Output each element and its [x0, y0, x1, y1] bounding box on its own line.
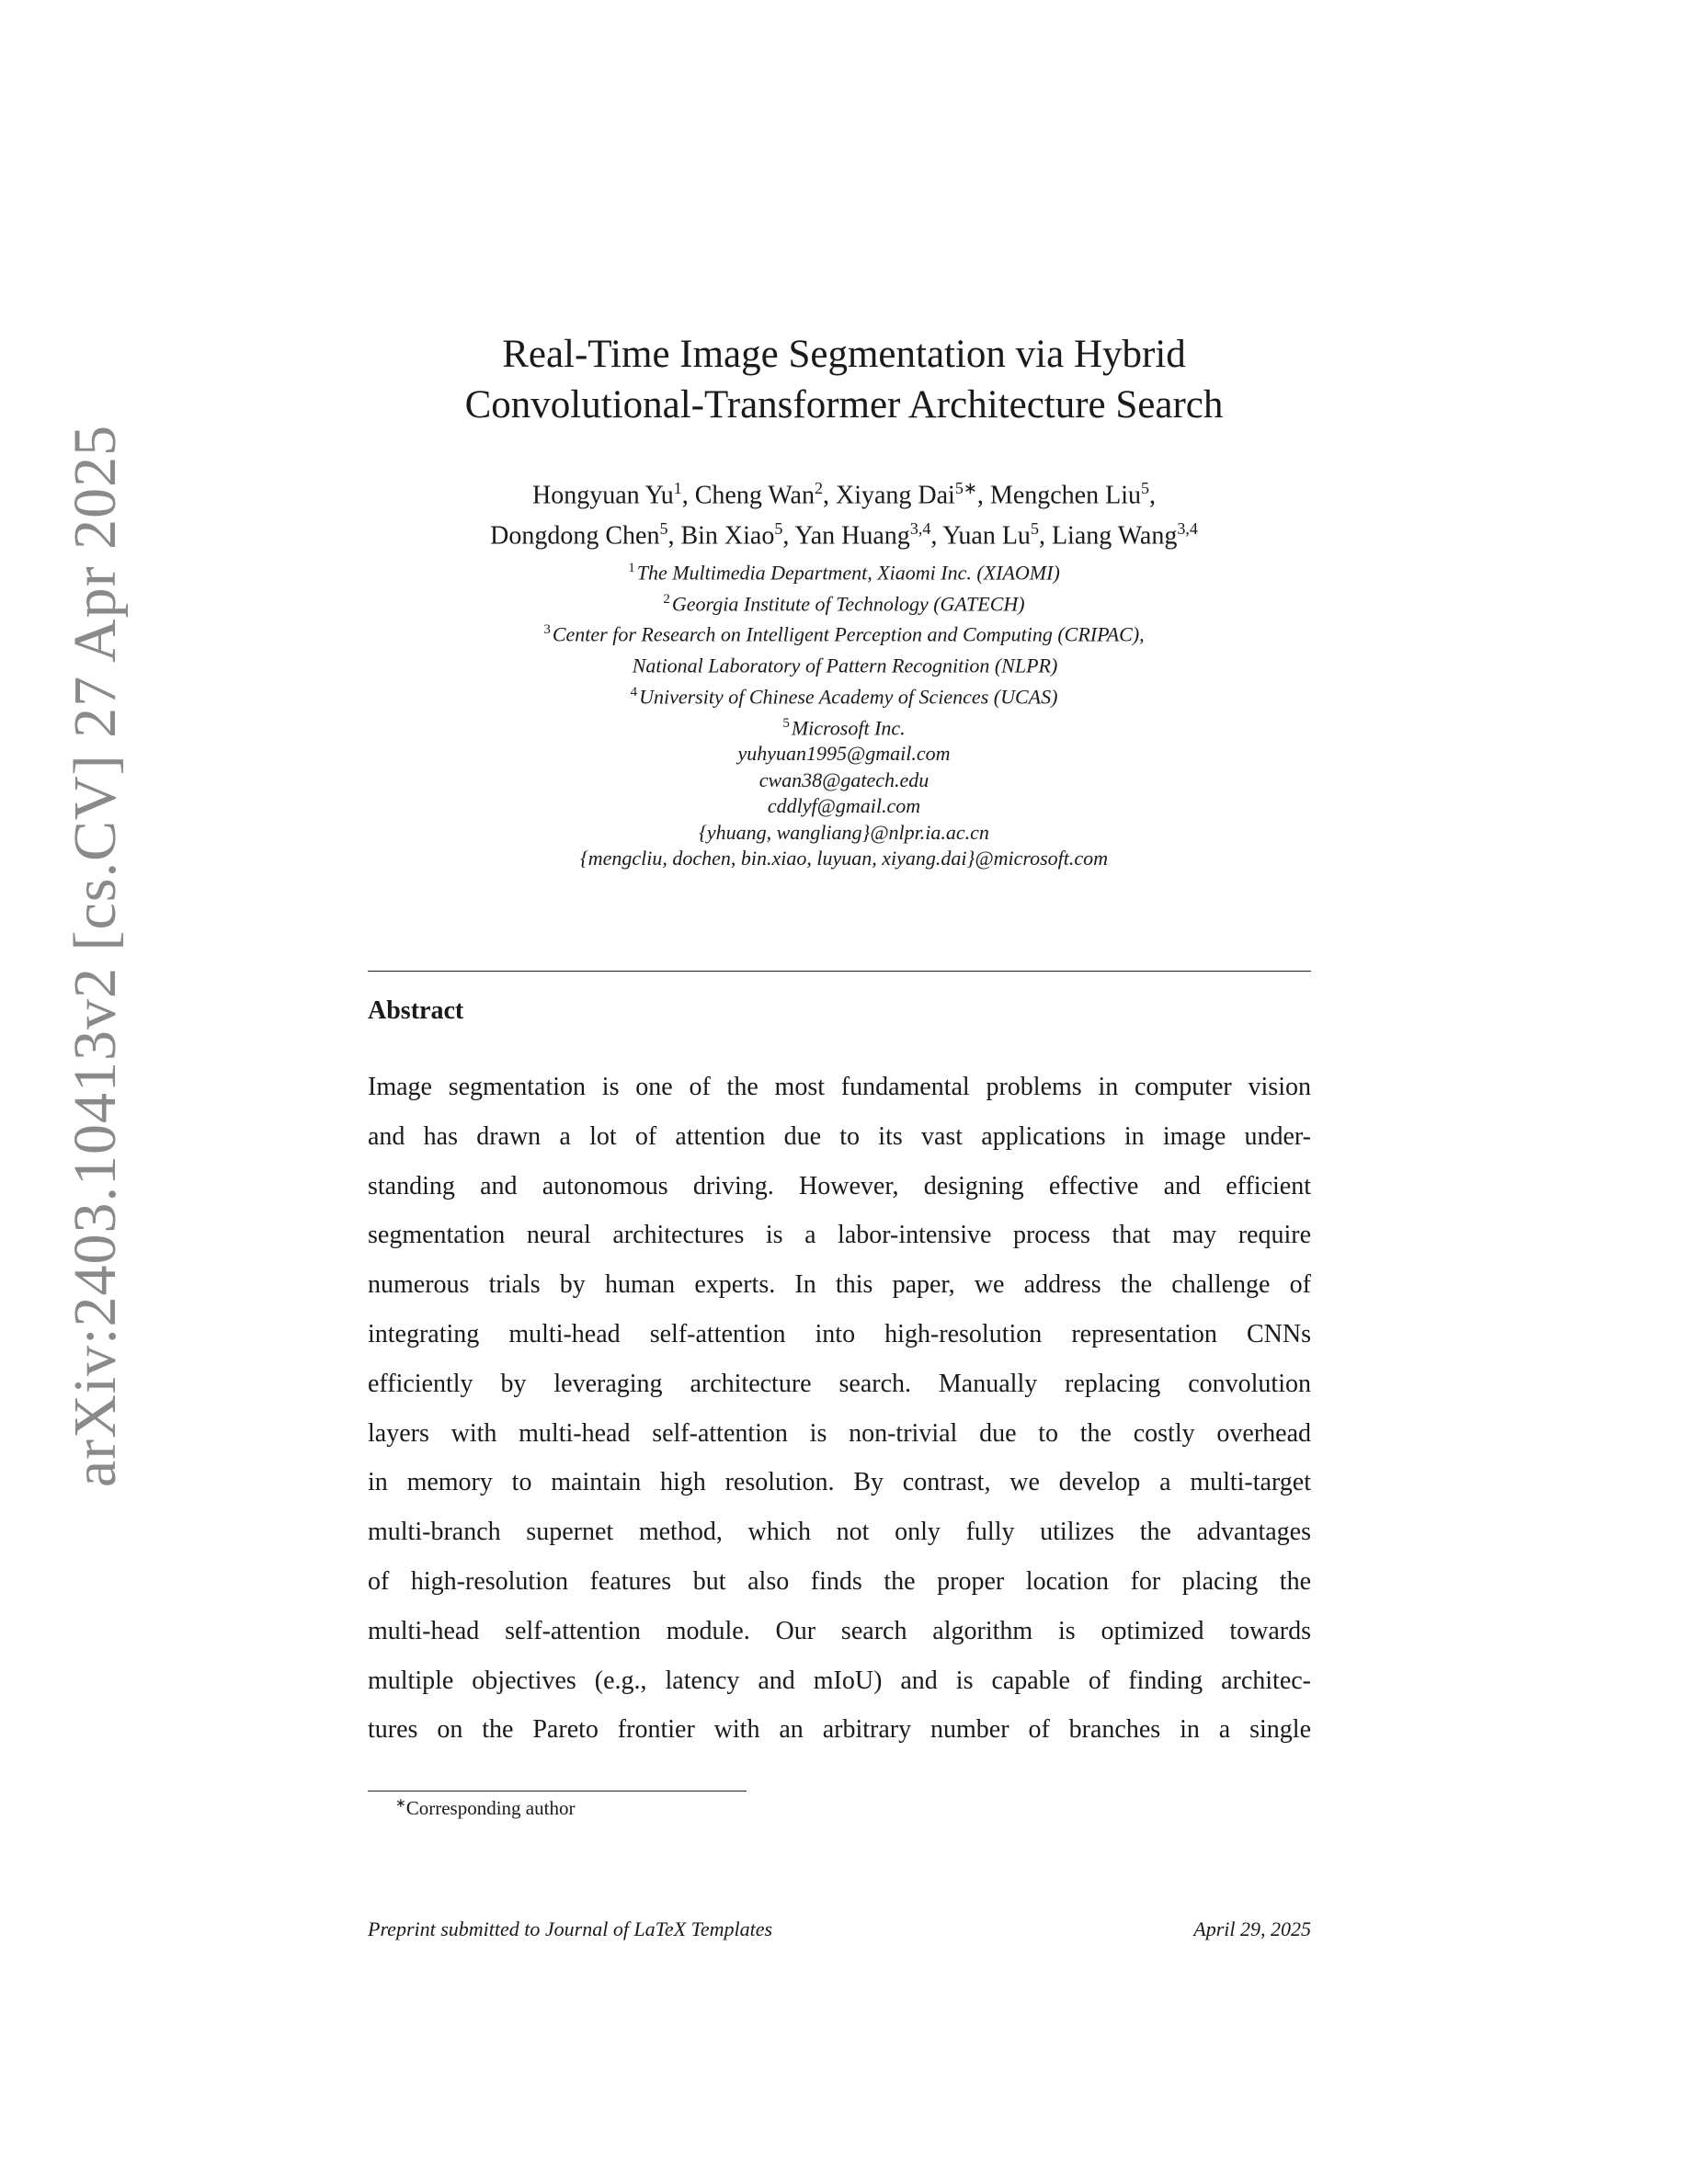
abstract-line: layers with multi-head self-attention is non-trivial due to the costly overhead [368, 1418, 1311, 1448]
abstract-line: efficiently by leveraging architecture search. Manually replacing convolution [368, 1369, 1311, 1398]
affiliation-number: 2 [663, 591, 670, 607]
abstract-line: Image segmentation is one of the most fundamental problems in computer vision [368, 1073, 1311, 1101]
affiliation-line [368, 555, 1320, 586]
author-separator: , [681, 481, 695, 510]
author-affiliation-mark: 1 [673, 479, 682, 497]
author-separator: , [667, 521, 681, 551]
arxiv-identifier-stamp: arXiv:2403.10413v2 [cs.CV] 27 Apr 2025 [62, 424, 129, 1488]
footer-preprint-note: Preprint submitted to Journal of LaTeX Templates [368, 1917, 773, 1940]
title-line-1: Real-Time Image Segmentation via Hybrid [502, 333, 1186, 376]
abstract-body [368, 1063, 1311, 1755]
abstract-line: tures on the Pareto frontier with an arbitrary number of branches in a single [368, 1715, 1311, 1745]
affiliation-line [368, 711, 1320, 742]
author-name: Xiyang Dai [835, 481, 955, 510]
author-email: yuhyuan1995@gmail.com [737, 742, 951, 766]
footnote [395, 1796, 575, 1820]
abstract-line: of high-resolution features but also finds the proper location for placing the [368, 1566, 1311, 1596]
footnote-rule [368, 1791, 747, 1792]
abstract-line: multiple objectives (e.g., latency and mIoU) and is capable of finding architec- [368, 1666, 1311, 1695]
affiliation-text: Microsoft Inc. [791, 716, 906, 739]
footer-date: April 29, 2025 [1193, 1917, 1311, 1940]
affiliation-number: 4 [630, 684, 638, 700]
author-affiliation-mark: 5∗ [954, 479, 977, 497]
abstract-heading: Abstract [368, 996, 464, 1025]
author-list [368, 472, 1320, 553]
author-affiliation-mark: 3,4 [909, 519, 931, 539]
author-name: Mengchen Liu [989, 481, 1141, 510]
affiliation-text: Center for Research on Intelligent Perception and Computing (CRIPAC), [552, 622, 1145, 646]
affiliation-text: University of Chinese Academy of Sciences (UCAS) [639, 685, 1058, 709]
author-separator: , [1038, 521, 1052, 551]
author-email: cwan38@gatech.edu [758, 768, 930, 791]
author-affiliation-mark: 3,4 [1177, 519, 1198, 539]
title-line-2: Convolutional-Transformer Architecture Search [464, 383, 1224, 427]
abstract-line: multi-branch supernet method, which not only fully utilizes the advantages [368, 1518, 1311, 1547]
author-email: {yhuang, wangliang}@nlpr.ia.ac.cn [699, 820, 989, 844]
affiliations-block [368, 555, 1320, 871]
author-email: {mengcliu, dochen, bin.xiao, luyuan, xiyang.dai}@microsoft.com [579, 847, 1109, 870]
abstract-line: numerous trials by human experts. In this paper, we address the challenge of [368, 1270, 1311, 1300]
abstract-top-rule [368, 971, 1311, 972]
author-name: Yuan Lu [942, 521, 1031, 551]
author-affiliation-mark: 5 [1140, 479, 1149, 497]
author-separator: , [930, 521, 943, 551]
author-affiliation-mark: 5 [1030, 519, 1039, 539]
author-name: Liang Wang [1051, 521, 1178, 551]
author-name: Yan Huang [794, 521, 910, 551]
abstract-line: integrating multi-head self-attention into high-resolution representation CNNs [368, 1319, 1311, 1348]
affiliation-text: National Laboratory of Pattern Recognition (NLPR) [632, 654, 1058, 677]
author-affiliation-mark: 2 [814, 479, 823, 497]
author-separator: , [822, 481, 836, 510]
author-separator: , [976, 481, 990, 510]
affiliation-line [368, 679, 1320, 711]
author-email: cddlyf@gmail.com [767, 794, 921, 818]
footnote-mark: ∗ [395, 1797, 406, 1811]
abstract-line: standing and autonomous driving. However, designing effective and efficient [368, 1171, 1311, 1200]
affiliation-number: 1 [628, 561, 635, 575]
affiliation-line [368, 617, 1320, 648]
affiliation-text: Georgia Institute of Technology (GATECH) [671, 592, 1025, 616]
author-name: Hongyuan Yu [532, 481, 674, 510]
affiliation-line [368, 586, 1320, 618]
abstract-line: and has drawn a lot of attention due to its vast applications in image under- [368, 1121, 1311, 1151]
affiliation-line [368, 648, 1320, 679]
author-separator: , [782, 521, 795, 551]
affiliation-text: The Multimedia Department, Xiaomi Inc. (XIAOMI) [636, 561, 1060, 585]
footnote-text: Corresponding author [405, 1797, 576, 1819]
author-separator: , [1148, 481, 1156, 510]
abstract-line: in memory to maintain high resolution. By contrast, we develop a multi-target [368, 1468, 1311, 1497]
author-name: Bin Xiao [680, 521, 775, 551]
abstract-line: segmentation neural architectures is a labor-intensive process that may require [368, 1221, 1311, 1250]
affiliation-number: 3 [543, 622, 551, 638]
abstract-line: multi-head self-attention module. Our search algorithm is optimized towards [368, 1616, 1311, 1645]
affiliation-number: 5 [782, 715, 790, 731]
author-name: Cheng Wan [694, 481, 815, 510]
author-affiliation-mark: 5 [774, 519, 783, 539]
author-name: Dongdong Chen [490, 521, 660, 551]
author-affiliation-mark: 5 [659, 519, 668, 539]
paper-title [368, 329, 1320, 430]
